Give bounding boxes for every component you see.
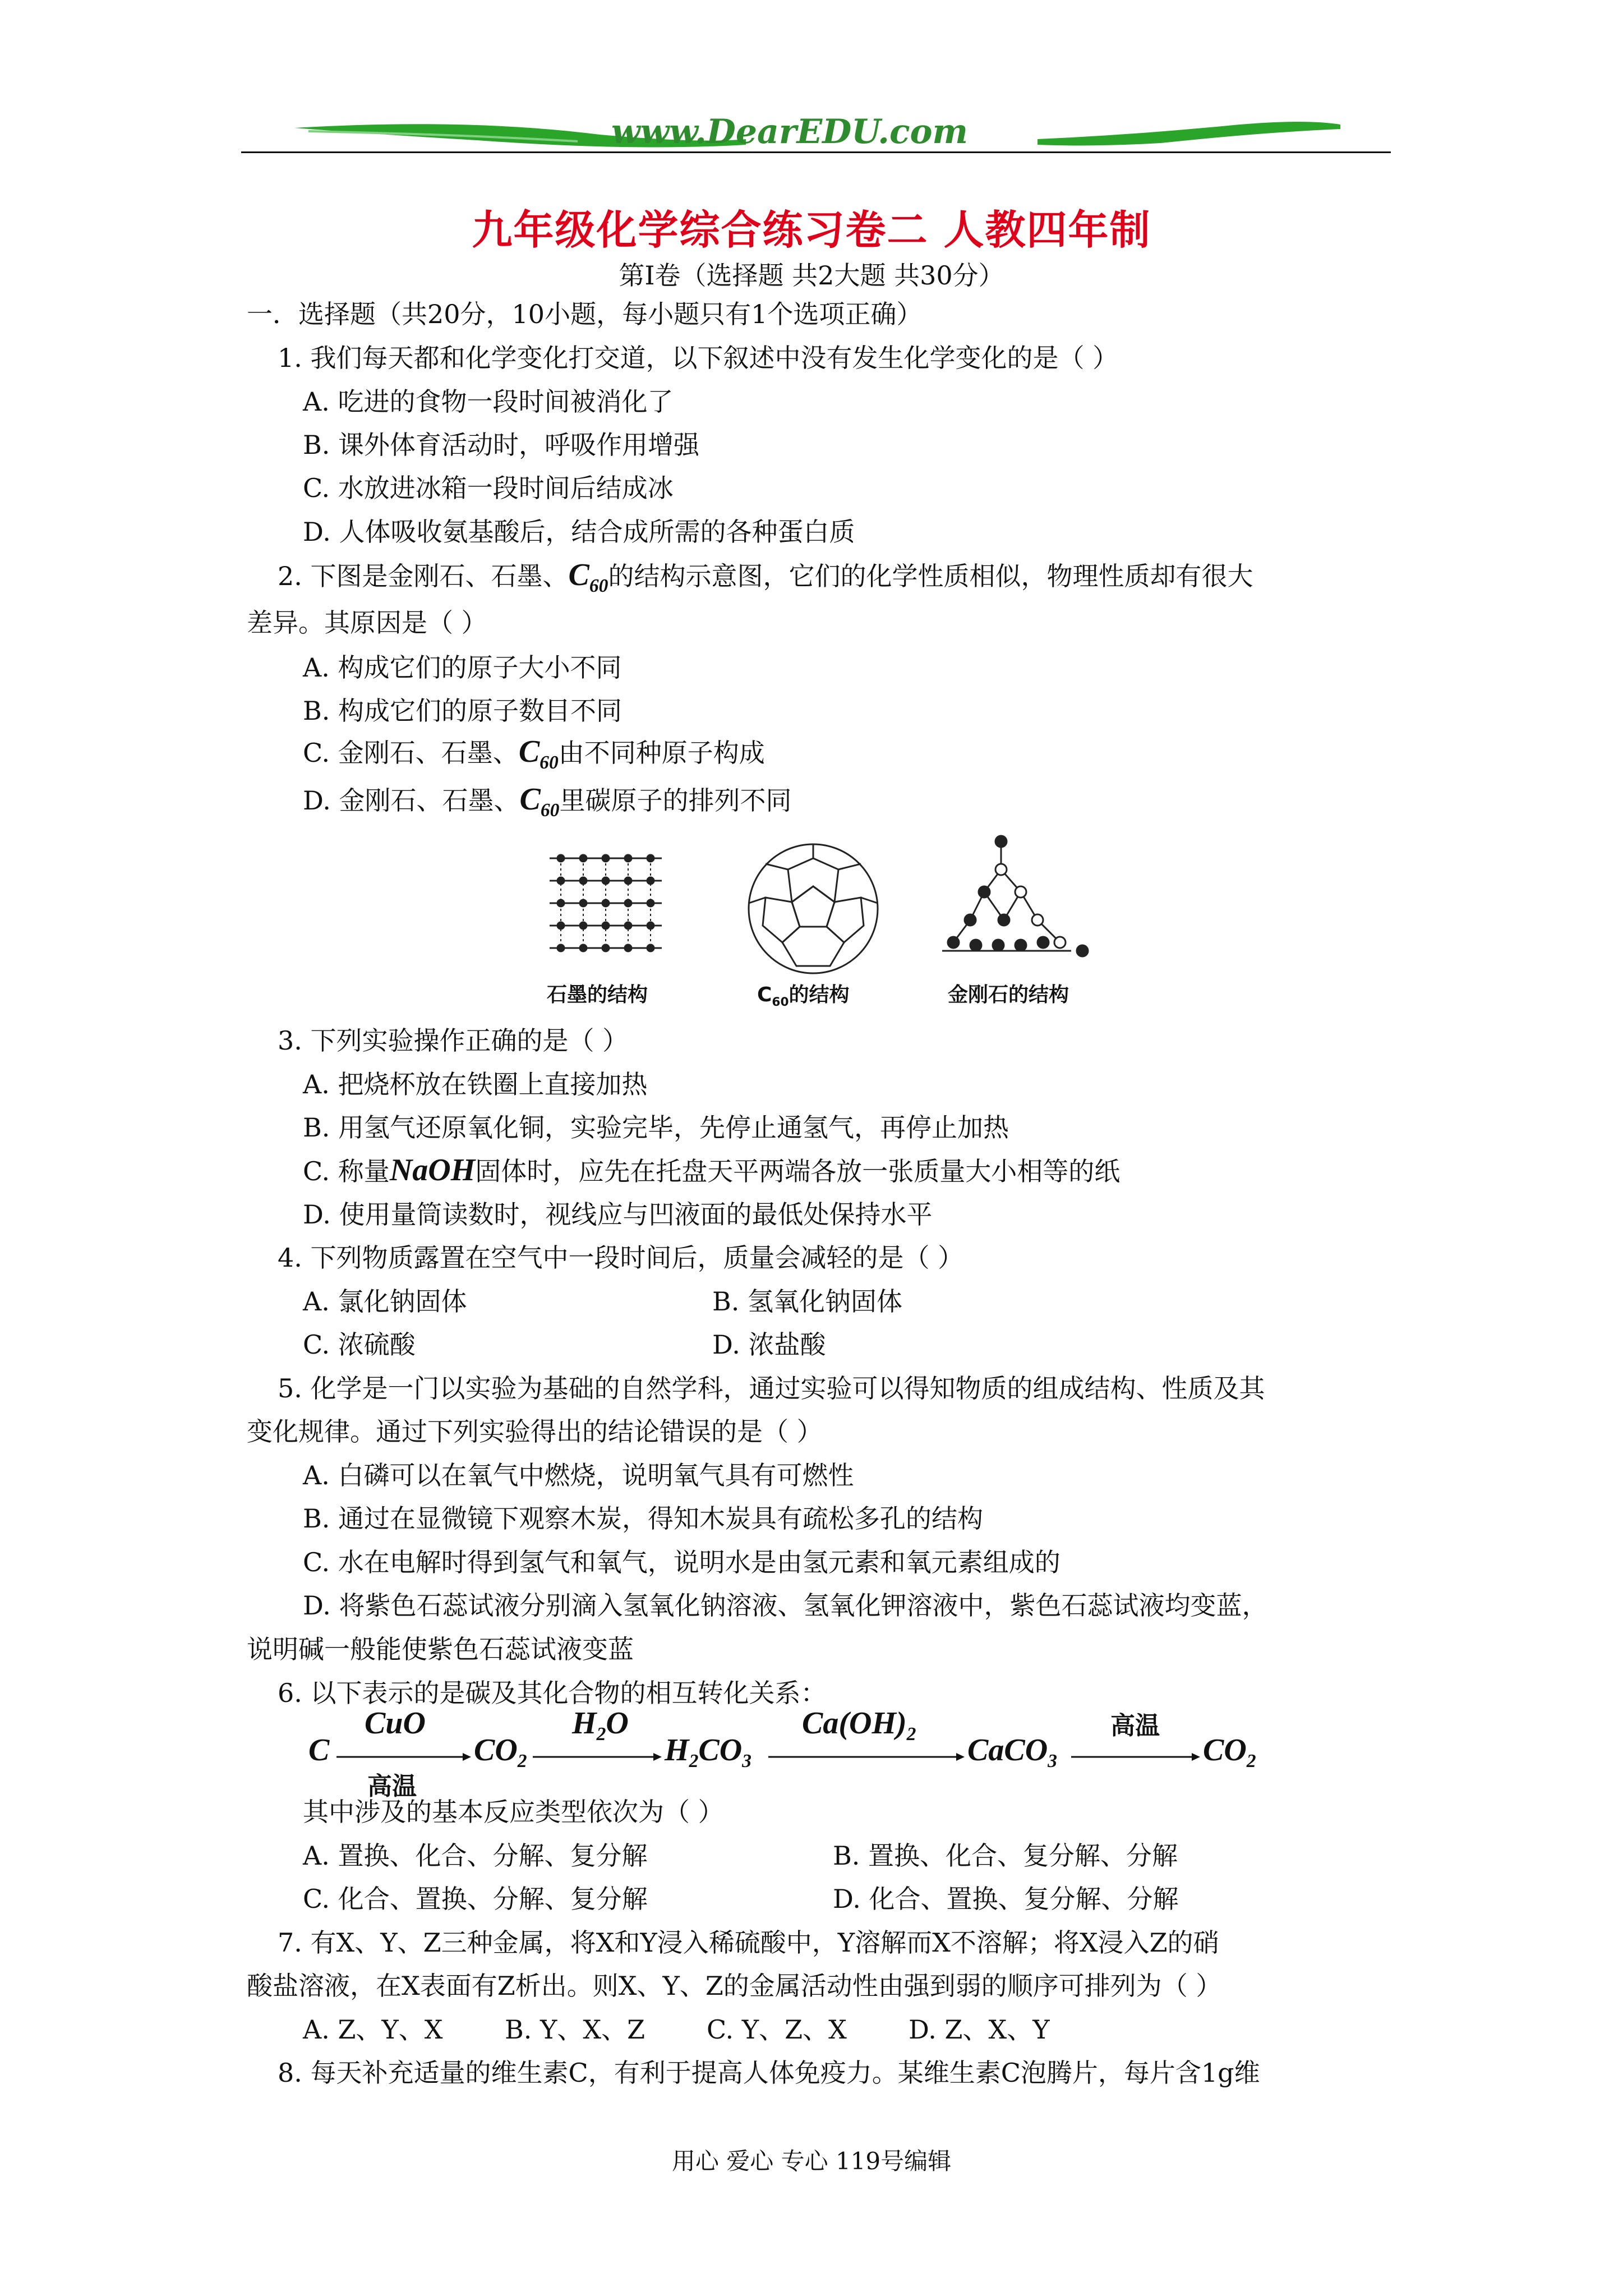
q2-option-c-pre: C. 金刚石、石墨、 [303, 738, 519, 768]
q6-ask: 其中涉及的基本反应类型依次为（ ） [303, 1797, 724, 1827]
co2-final-subscript: 2 [1246, 1751, 1256, 1772]
c60-subscript: 60 [540, 752, 559, 774]
caoh2-text: Ca(OH) [802, 1706, 907, 1741]
q2-option-c-post: 由不同种原子构成 [558, 738, 765, 768]
scheme-arrow-3 [768, 1751, 965, 1765]
c60-symbol: C [568, 558, 589, 592]
h2co3-co: CO [698, 1733, 743, 1768]
arrow-icon [336, 1751, 471, 1763]
q6-option-b: B. 置换、化合、复分解、分解 [833, 1841, 1178, 1871]
c60-caption-subscript: 60 [772, 995, 789, 1010]
co2-symbol: CO [474, 1733, 518, 1768]
q2-stem [278, 558, 1253, 603]
c60-structure-figure [740, 836, 886, 982]
q7-stem: 7. 有X、Y、Z三种金属，将X和Y浸入稀硫酸中，Y溶解而X不溶解；将X浸入Z的硝 [278, 1927, 1219, 1958]
q3-option-d: D. 使用量筒读数时，视线应与凹液面的最低处保持水平 [303, 1199, 933, 1230]
c60-formula [568, 558, 608, 597]
q1-stem: 1. 我们每天都和化学变化打交道，以下叙述中没有发生化学变化的是（ ） [278, 343, 1119, 373]
q5-stem: 5. 化学是一门以实验为基础的自然学科，通过实验可以得知物质的组成结构、性质及其 [278, 1373, 1265, 1404]
arrow-icon [533, 1751, 662, 1763]
graphite-caption: 石墨的结构 [547, 983, 648, 1006]
c60-symbol: C [519, 782, 541, 817]
diamond-structure-figure [931, 830, 1099, 976]
h2o-o: O [606, 1706, 629, 1741]
scheme-arrow-1 [336, 1751, 471, 1765]
q5-option-b: B. 通过在显微镜下观察木炭，得知木炭具有疏松多孔的结构 [303, 1503, 984, 1534]
scheme-caco3 [967, 1732, 1057, 1772]
header-site[interactable]: www.DearEDU.com [611, 112, 969, 151]
q3-option-a: A. 把烧杯放在铁圈上直接加热 [303, 1069, 648, 1099]
diamond-lattice-icon [931, 830, 1099, 976]
q5-option-c: C. 水在电解时得到氢气和氧气，说明水是由氢元素和氧元素组成的 [303, 1547, 1061, 1577]
arrow-icon [768, 1751, 965, 1763]
scheme-arrow-2 [533, 1751, 662, 1765]
q4-option-b: B. 氢氧化钠固体 [712, 1286, 903, 1317]
q2-stem-post: 的结构示意图，它们的化学性质相似，物理性质却有很大 [608, 561, 1253, 591]
graphite-icon [544, 841, 673, 976]
scheme-co2-final [1203, 1732, 1256, 1772]
scheme-gaowen-1: 高温 [367, 1772, 417, 1801]
q3-option-c-pre: C. 称量 [303, 1156, 390, 1186]
caoh2-subscript: 2 [906, 1724, 916, 1745]
q7-stem-line2: 酸盐溶液，在X表面有Z析出。则X、Y、Z的金属活动性由强到弱的顺序可排列为（ ） [247, 1971, 1222, 2001]
q7-option-d: D. Z、X、Y [909, 2014, 1050, 2045]
c60-caption-text: 的结构 [789, 983, 850, 1006]
scheme-arrow-4 [1071, 1751, 1200, 1765]
q1-option-b: B. 课外体育活动时，呼吸作用增强 [303, 430, 700, 460]
c60-subscript: 60 [589, 576, 608, 597]
q5-option-a: A. 白磷可以在氧气中燃烧，说明氧气具有可燃性 [303, 1460, 854, 1490]
q6-option-a: A. 置换、化合、分解、复分解 [303, 1841, 648, 1871]
arrow-icon [1071, 1751, 1200, 1763]
q4-option-a: A. 氯化钠固体 [303, 1286, 467, 1317]
scheme-cuo: CuO [365, 1706, 426, 1741]
scheme-h2co3 [665, 1732, 751, 1772]
co2-subscript: 2 [517, 1751, 527, 1772]
q3-stem: 3. 下列实验操作正确的是（ ） [278, 1025, 629, 1056]
header-rule [241, 151, 1391, 153]
caco3-text: CaCO [967, 1733, 1048, 1768]
q4-stem: 4. 下列物质露置在空气中一段时间后，质量会减轻的是（ ） [278, 1243, 964, 1273]
q2-option-d [303, 783, 791, 827]
h2o-h: H [572, 1706, 597, 1741]
c60-subscript: 60 [540, 800, 560, 821]
c60-caption-symbol: C [757, 983, 772, 1006]
q3-option-c [303, 1153, 1120, 1188]
q2-stem-line2: 差异。其原因是（ ） [247, 608, 487, 638]
q6-option-d: D. 化合、置换、复分解、分解 [833, 1884, 1179, 1914]
q5-option-d: D. 将紫色石蕊试液分别滴入氢氧化钠溶液、氢氧化钾溶液中，紫色石蕊试液均变蓝， [303, 1590, 1268, 1621]
q7-option-c: C. Y、Z、X [707, 2014, 847, 2045]
q4-option-d: D. 浓盐酸 [712, 1329, 826, 1360]
caco3-subscript: 3 [1048, 1751, 1057, 1772]
c60-caption [757, 979, 850, 1009]
q7-option-b: B. Y、X、Z [505, 2014, 645, 2045]
q2-option-b: B. 构成它们的原子数目不同 [303, 696, 623, 726]
scheme-co2 [474, 1732, 527, 1772]
c60-formula [518, 734, 559, 774]
q5-option-d-line2: 说明碱一般能使紫色石蕊试液变蓝 [247, 1634, 634, 1664]
page-footer: 用心 爱心 专心 119号编辑 [671, 2147, 952, 2175]
q2-stem-pre: 2. 下图是金刚石、石墨、 [278, 561, 569, 591]
h2co3-subscript-2: 3 [742, 1751, 751, 1772]
q6-option-c: C. 化合、置换、分解、复分解 [303, 1884, 648, 1914]
c60-formula [519, 782, 560, 821]
q8-stem: 8. 每天补充适量的维生素C，有利于提高人体免疫力。某维生素C泡腾片，每片含1g维 [278, 2058, 1260, 2088]
graphite-structure-figure [544, 841, 673, 976]
q2-option-d-post: 里碳原子的排列不同 [559, 785, 792, 816]
scheme-carbon: C [308, 1733, 330, 1768]
q7-option-a: A. Z、Y、X [303, 2014, 443, 2045]
diamond-caption: 金刚石的结构 [948, 983, 1069, 1006]
co2-final-symbol: CO [1203, 1733, 1247, 1768]
fullerene-icon [740, 836, 886, 982]
h2co3-h: H [665, 1733, 689, 1768]
q2-option-a: A. 构成它们的原子大小不同 [303, 652, 622, 683]
q3-option-b: B. 用氢气还原氧化铜，实验完毕，先停止通氢气，再停止加热 [303, 1112, 1009, 1143]
c60-symbol: C [518, 734, 540, 769]
h2o-subscript: 2 [596, 1724, 606, 1745]
q6-stem: 6. 以下表示的是碳及其化合物的相互转化关系： [278, 1678, 827, 1708]
reaction-scheme [247, 1705, 1312, 1801]
scheme-caoh2 [802, 1705, 916, 1745]
q2-option-d-pre: D. 金刚石、石墨、 [303, 785, 520, 816]
q4-option-c: C. 浓硫酸 [303, 1329, 416, 1360]
page-subtitle: 第Ⅰ卷（选择题 共2大题 共30分） [619, 260, 1004, 291]
q5-stem-line2: 变化规律。通过下列实验得出的结论错误的是（ ） [247, 1416, 823, 1447]
section-heading: 一．选择题（共20分，10小题，每小题只有1个选项正确） [247, 299, 923, 329]
q1-option-a: A. 吃进的食物一段时间被消化了 [303, 386, 674, 417]
q1-option-d: D. 人体吸收氨基酸后，结合成所需的各种蛋白质 [303, 517, 855, 547]
q3-option-c-post: 固体时，应先在托盘天平两端各放一张质量大小相等的纸 [475, 1156, 1121, 1186]
scheme-gaowen-2: 高温 [1110, 1711, 1160, 1740]
h2co3-subscript-1: 2 [689, 1751, 699, 1772]
naoh-formula: NaOH [389, 1153, 476, 1188]
q1-option-c: C. 水放进冰箱一段时间后结成冰 [303, 473, 674, 503]
q2-option-c [303, 735, 765, 780]
page-title: 九年级化学综合练习卷二 人教四年制 [472, 206, 1151, 254]
scheme-h2o [572, 1705, 629, 1745]
